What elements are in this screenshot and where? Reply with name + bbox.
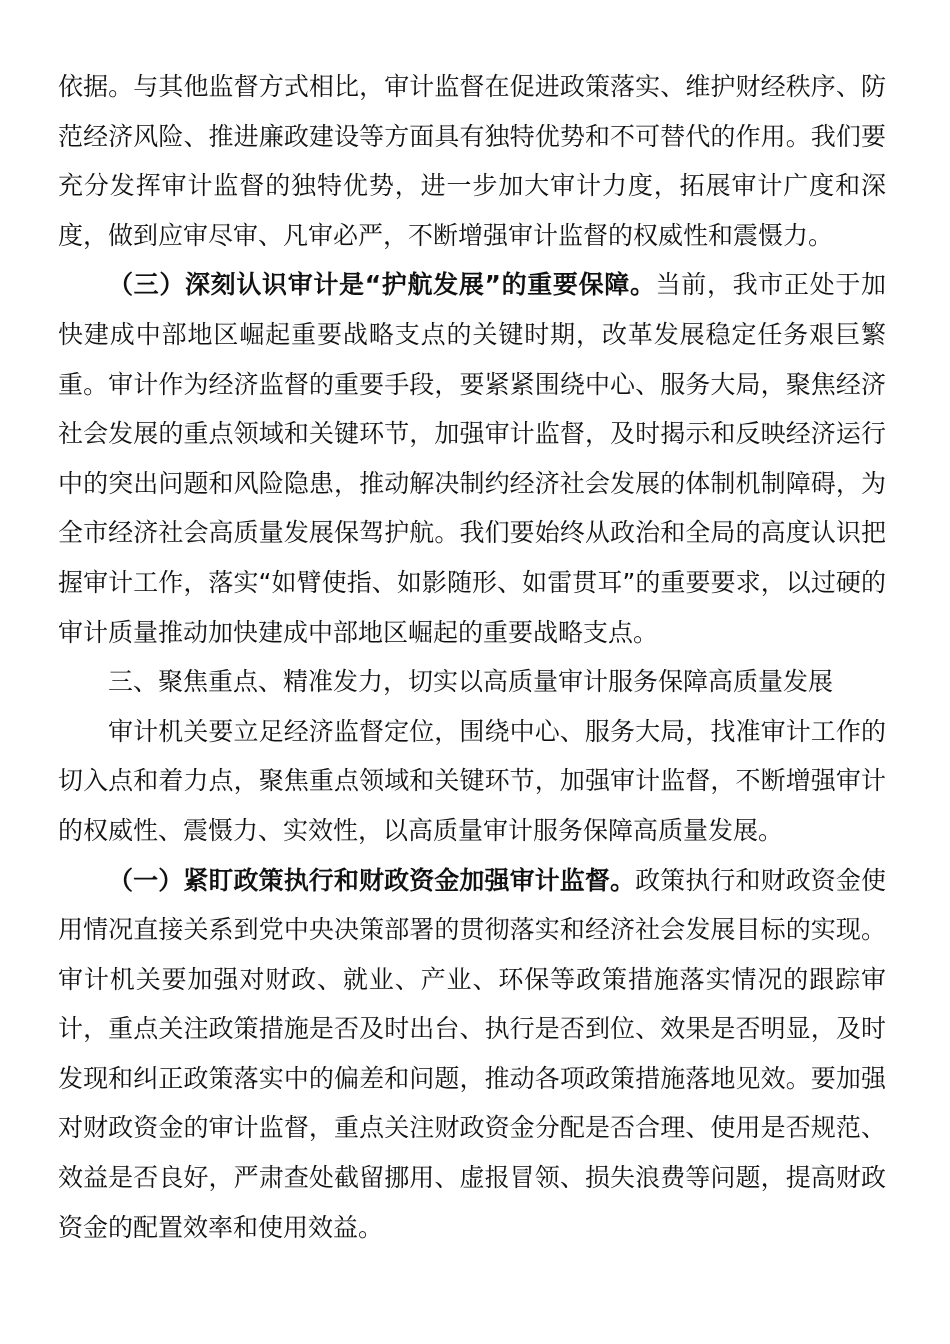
paragraph-text: 政策执行和财政资金使用情况直接关系到党中央决策部署的贯彻落实和经济社会发展目标的实现。审计机关要加强对财政、就业、产业、环保等政策措施落实情况的跟踪审计，重点关注政策措施是否及时出台、执行是否到位、效果是否明显，及时发现和纠正政策落实中的偏差和问题，推动各项政策措施落地见效。要加强对财政资金的审计监督，重点关注财政资金分配是否合理、使用是否规范、效益是否良好，严肃查处截留挪用、虚报冒领、损失浪费等问题，提高财政资金的配置效率和使用效益。	[58, 865, 886, 1242]
section-heading	[0, 657, 950, 707]
paragraph-continuation	[0, 62, 950, 260]
paragraph-text: 依据。与其他监督方式相比，审计监督在促进政策落实、维护财经秩序、防范经济风险、推进廉政建设等方面具有独特优势和不可替代的作用。我们要充分发挥审计监督的独特优势，进一步加大审计力度，拓展审计广度和深度，做到应审尽审、凡审必严，不断增强审计监督的权威性和震慑力。	[58, 72, 886, 250]
section-heading-text: 三、聚焦重点、精准发力，切实以高质量审计服务保障高质量发展	[108, 667, 834, 697]
paragraph-section-one	[0, 856, 950, 1253]
paragraph-intro	[0, 707, 950, 856]
document-page	[0, 62, 950, 1252]
paragraph-text: 当前，我市正处于加快建成中部地区崛起重要战略支点的关键时期，改革发展稳定任务艰巨繁重。审计作为经济监督的重要手段，要紧紧围绕中心、服务大局，聚焦经济社会发展的重点领域和关键环节，加强审计监督，及时揭示和反映经济运行中的突出问题和风险隐患，推动解决制约经济社会发展的体制机制障碍，为全市经济社会高质量发展保驾护航。我们要始终从政治和全局的高度认识把握审计工作，落实“如臂使指、如影随形、如雷贯耳”的重要要求，以过硬的审计质量推动加快建成中部地区崛起的重要战略支点。	[58, 270, 886, 647]
paragraph-text: 审计机关要立足经济监督定位，围绕中心、服务大局，找准审计工作的切入点和着力点，聚焦重点领域和关键环节，加强审计监督，不断增强审计的权威性、震慑力、实效性，以高质量审计服务保障高质量发展。	[58, 716, 886, 845]
paragraph-section-three	[0, 260, 950, 657]
paragraph-lead-heading: （一）紧盯政策执行和财政资金加强审计监督。	[108, 865, 636, 895]
paragraph-lead-heading: （三）深刻认识审计是“护航发展”的重要保障。	[108, 270, 656, 300]
